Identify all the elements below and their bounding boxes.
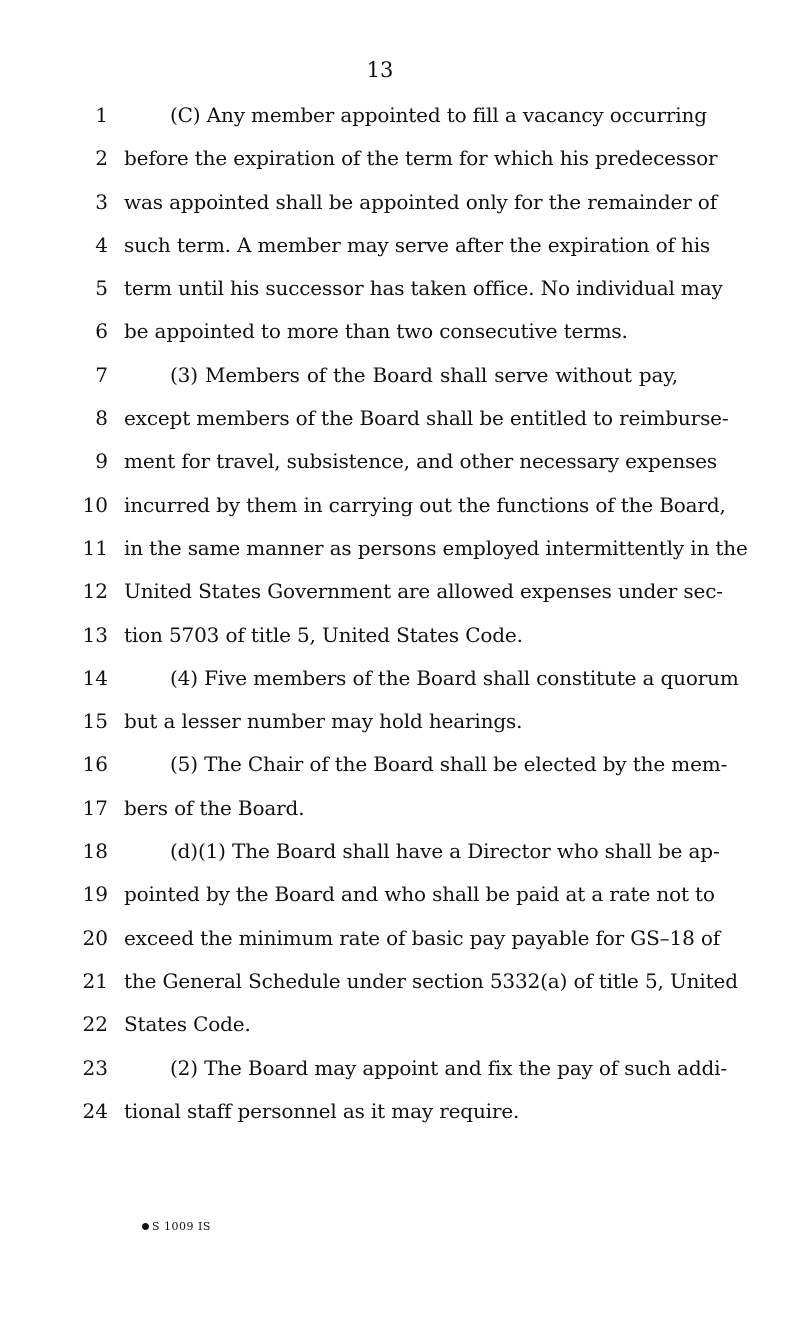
line-number: 9 <box>95 449 108 474</box>
line-number: 2 <box>95 146 108 171</box>
line-text: incurred by them in carrying out the functions of the Board, <box>124 492 726 517</box>
line-number: 11 <box>82 535 108 560</box>
line-text: term until his successor has taken office. No individual may <box>124 276 723 301</box>
line-text: but a lesser number may hold hearings. <box>124 709 523 734</box>
text-line <box>0 354 800 397</box>
text-line <box>0 310 800 353</box>
text-line <box>0 94 800 137</box>
text-line <box>0 614 800 657</box>
line-text: (3) Members of the Board shall serve without pay, <box>170 362 678 387</box>
line-text: States Code. <box>124 1012 251 1037</box>
line-text: (5) The Chair of the Board shall be elected by the mem- <box>170 752 728 777</box>
text-line <box>0 917 800 960</box>
text-line <box>0 570 800 613</box>
bullet-icon <box>142 1223 149 1230</box>
line-number: 12 <box>82 579 108 604</box>
text-line <box>0 873 800 916</box>
line-text: be appointed to more than two consecutive terms. <box>124 319 628 344</box>
line-text: United States Government are allowed expenses under sec- <box>124 579 723 604</box>
line-text: (C) Any member appointed to fill a vacancy occurring <box>170 103 707 127</box>
line-number: 23 <box>82 1055 108 1080</box>
line-text: before the expiration of the term for which his predecessor <box>124 146 718 171</box>
line-number: 14 <box>82 665 108 690</box>
text-line <box>0 181 800 224</box>
text-line <box>0 527 800 570</box>
line-number: 24 <box>82 1098 108 1123</box>
line-text: (d)(1) The Board shall have a Director who shall be ap- <box>170 839 720 864</box>
line-text: (2) The Board may appoint and fix the pay of such addi- <box>170 1055 727 1080</box>
line-text: in the same manner as persons employed intermittently in the <box>124 535 748 560</box>
line-number: 5 <box>95 276 108 301</box>
text-line <box>0 743 800 786</box>
line-number: 16 <box>82 752 108 777</box>
line-number: 3 <box>95 189 108 214</box>
text-line <box>0 700 800 743</box>
text-line <box>0 137 800 180</box>
page-number: 13 <box>366 58 394 82</box>
line-number: 10 <box>82 492 108 517</box>
line-text: bers of the Board. <box>124 795 305 820</box>
line-text: the General Schedule under section 5332(a) of title 5, United <box>124 968 738 993</box>
line-text: exceed the minimum rate of basic pay payable for GS–18 of <box>124 925 720 950</box>
bill-footer <box>142 1220 211 1233</box>
text-line <box>0 484 800 527</box>
line-number: 4 <box>95 232 108 257</box>
text-line <box>0 267 800 310</box>
text-line <box>0 1047 800 1090</box>
text-line <box>0 440 800 483</box>
line-number: 13 <box>82 622 108 647</box>
line-number: 1 <box>95 103 108 127</box>
line-text: except members of the Board shall be entitled to reimburse- <box>124 406 729 431</box>
text-line <box>0 224 800 267</box>
line-number: 19 <box>82 882 108 907</box>
line-text: pointed by the Board and who shall be paid at a rate not to <box>124 882 715 907</box>
line-text: tion 5703 of title 5, United States Code. <box>124 622 523 647</box>
text-line <box>0 960 800 1003</box>
line-text: was appointed shall be appointed only for the remainder of <box>124 189 717 214</box>
text-line <box>0 830 800 873</box>
text-line <box>0 397 800 440</box>
text-line <box>0 787 800 830</box>
line-number: 8 <box>95 406 108 431</box>
bill-text-body <box>0 94 800 1133</box>
line-number: 7 <box>95 362 108 387</box>
line-text: such term. A member may serve after the expiration of his <box>124 232 711 257</box>
line-number: 15 <box>82 709 108 734</box>
line-number: 22 <box>82 1012 108 1037</box>
text-line <box>0 1090 800 1133</box>
text-line <box>0 1003 800 1046</box>
line-text: tional staff personnel as it may require. <box>124 1098 520 1123</box>
line-number: 17 <box>82 795 108 820</box>
line-text: ment for travel, subsistence, and other necessary expenses <box>124 449 717 474</box>
line-number: 21 <box>82 968 108 993</box>
line-number: 6 <box>95 319 108 344</box>
line-text: (4) Five members of the Board shall constitute a quorum <box>170 665 739 690</box>
line-number: 20 <box>82 925 108 950</box>
text-line <box>0 657 800 700</box>
bill-id: S 1009 IS <box>152 1220 211 1233</box>
line-number: 18 <box>82 839 108 864</box>
